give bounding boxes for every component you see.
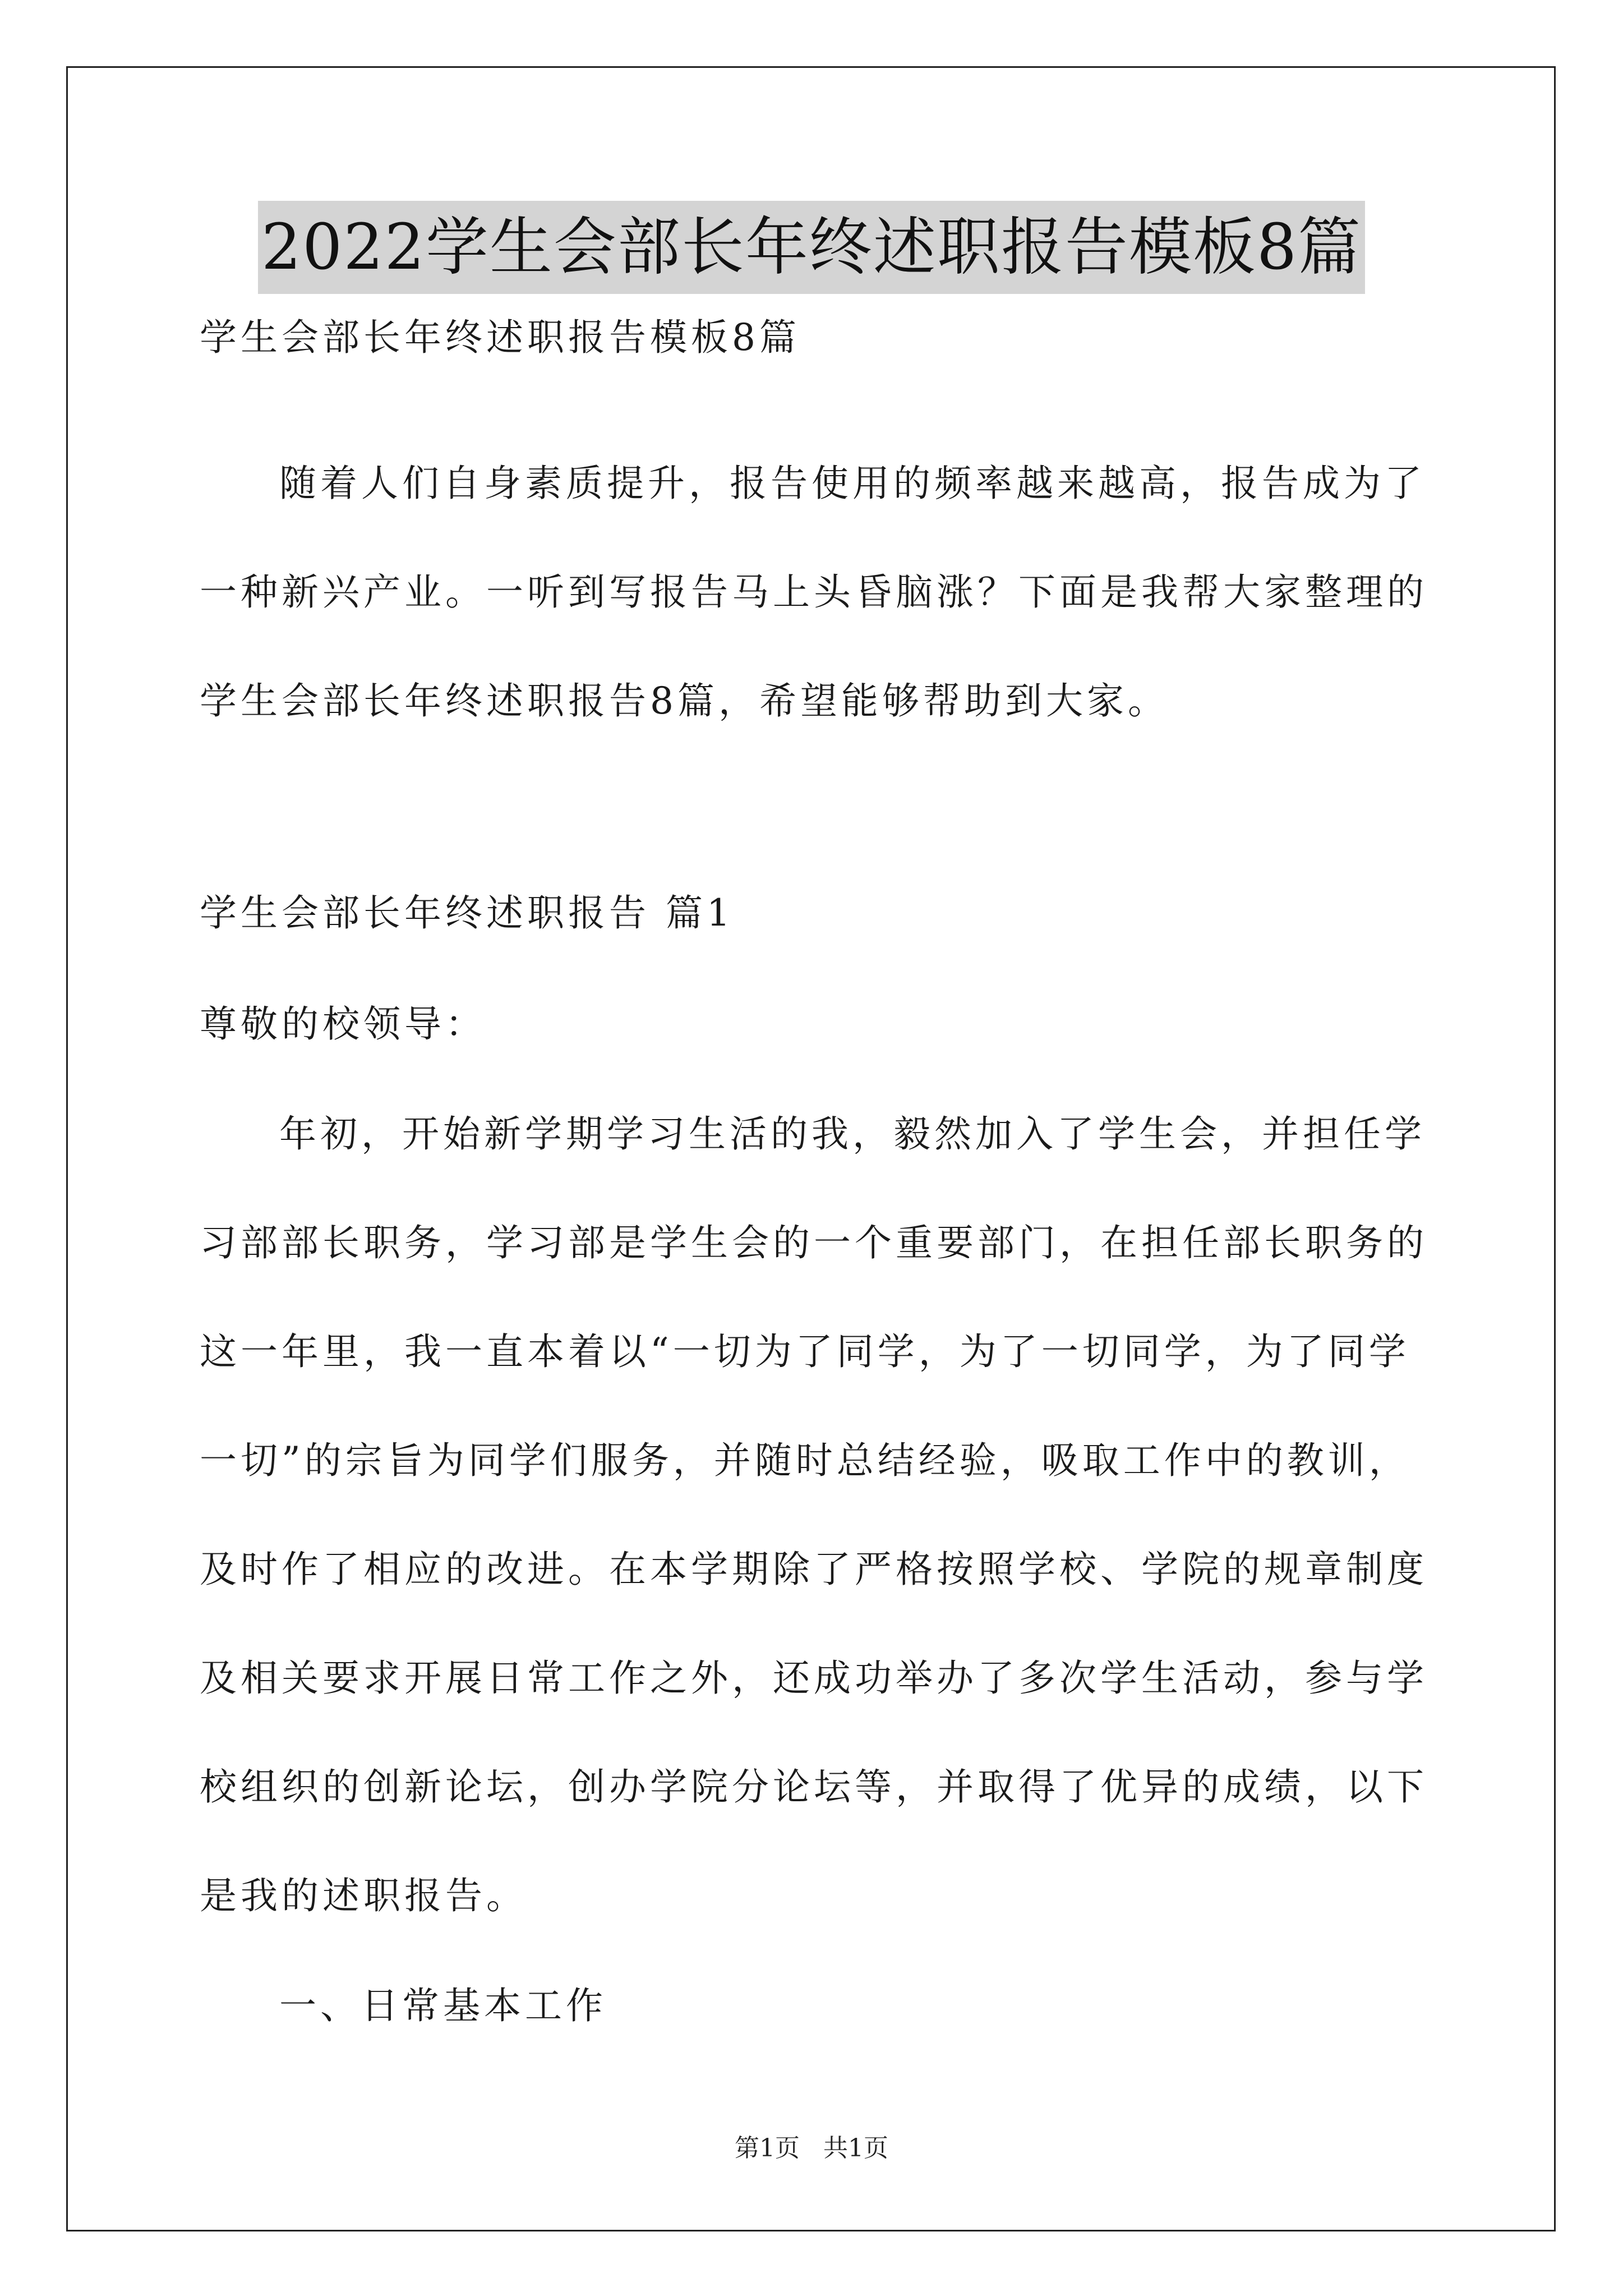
salutation: 尊敬的校领导：	[200, 1002, 486, 1046]
section-heading: 学生会部长年终述职报告 篇1	[200, 891, 734, 935]
page-footer	[0, 2132, 1623, 2165]
body-line: 校组织的创新论坛，创办学院分论坛等，并取得了优异的成绩，以下	[200, 1765, 1428, 1809]
intro-line: 学生会部长年终述职报告8篇，希望能够帮助到大家。	[200, 679, 1169, 723]
body-line: 年初，开始新学期学习生活的我，毅然加入了学生会，并担任学	[279, 1112, 1426, 1156]
body-line: 这一年里，我一直本着以“一切为了同学，为了一切同学，为了同学	[200, 1330, 1410, 1373]
page-number: 第1页	[735, 2134, 800, 2162]
body-line: 及时作了相应的改进。在本学期除了严格按照学校、学院的规章制度	[200, 1548, 1428, 1591]
subheading: 一、日常基本工作	[279, 1984, 607, 2027]
body-line: 习部部长职务，学习部是学生会的一个重要部门，在担任部长职务的	[200, 1221, 1428, 1264]
body-line: 及相关要求开展日常工作之外，还成功举办了多次学生活动，参与学	[200, 1657, 1428, 1700]
document-title: 2022学生会部长年终述职报告模板8篇	[258, 201, 1365, 294]
title-container	[0, 201, 1623, 294]
page-total: 共1页	[823, 2134, 888, 2162]
document-subtitle: 学生会部长年终述职报告模板8篇	[200, 316, 800, 359]
intro-line: 一种新兴产业。一听到写报告马上头昏脑涨？下面是我帮大家整理的	[200, 570, 1428, 614]
body-line: 是我的述职报告。	[200, 1874, 527, 1917]
body-line: 一切”的宗旨为同学们服务，并随时总结经验，吸取工作中的教训，	[200, 1439, 1410, 1482]
intro-line: 随着人们自身素质提升，报告使用的频率越来越高，报告成为了	[279, 462, 1426, 505]
